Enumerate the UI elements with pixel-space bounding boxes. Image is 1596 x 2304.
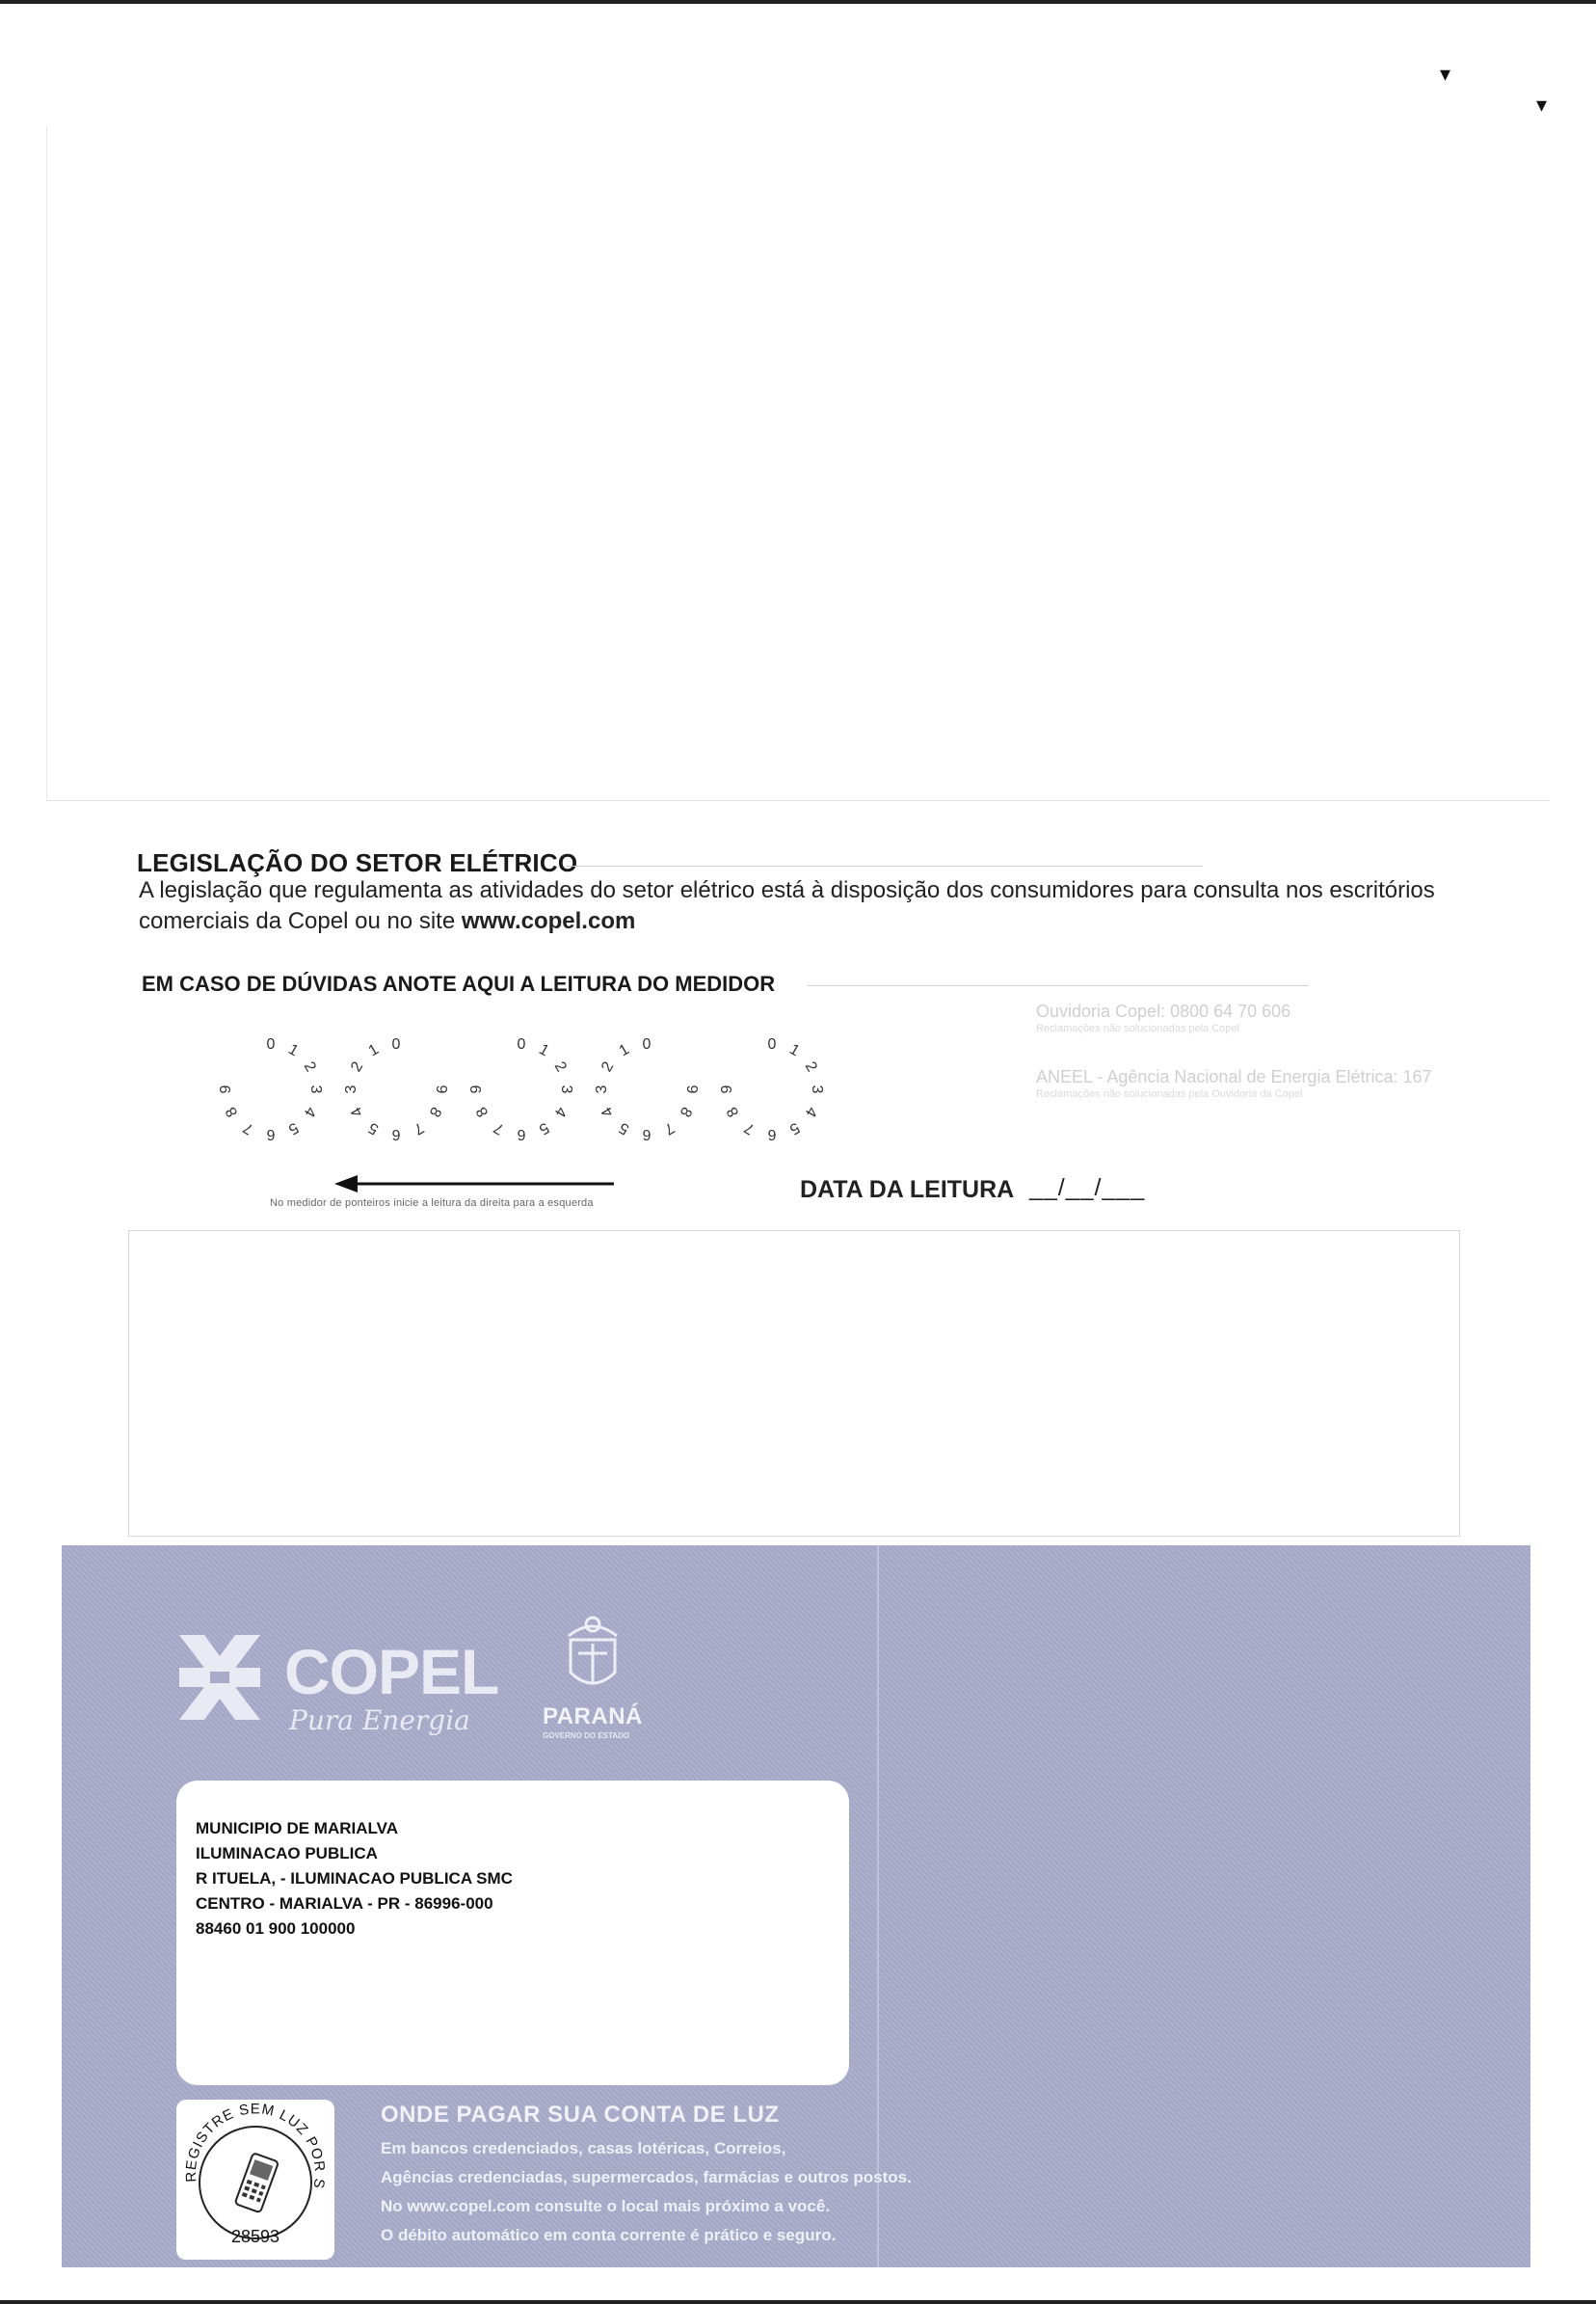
sms-phone-icon xyxy=(176,2100,334,2260)
dial-digit: 3 xyxy=(809,1085,825,1094)
aneel-info xyxy=(1036,1066,1489,1101)
ouvidoria-info xyxy=(1036,1001,1489,1035)
dial-digit: 0 xyxy=(391,1036,401,1053)
ouvidoria-note: Reclamações não solucionadas pela Copel xyxy=(1036,1023,1239,1034)
onde-pagar-title: ONDE PAGAR SUA CONTA DE LUZ xyxy=(381,2102,780,2128)
duvidas-title: EM CASO DE DÚVIDAS ANOTE AQUI A LEITURA DO MEDIDOR xyxy=(142,972,776,996)
dial-digit: 2 xyxy=(300,1058,319,1075)
address-line: MUNICIPIO DE MARIALVA xyxy=(196,1819,398,1837)
dial-digit: 4 xyxy=(550,1104,570,1120)
aneel-note: Reclamações não solucionadas pela Ouvidoria da Copel xyxy=(1036,1088,1303,1100)
address-line: R ITUELA, - ILUMINACAO PUBLICA SMC xyxy=(196,1869,513,1888)
data-leitura-field[interactable]: __/__/___ xyxy=(1029,1174,1146,1201)
dial-digit: 5 xyxy=(616,1118,632,1138)
dial-digit: 4 xyxy=(598,1104,618,1120)
dial-digit: 8 xyxy=(724,1104,743,1120)
dial-digit: 6 xyxy=(642,1126,652,1142)
dial-digit: 0 xyxy=(642,1036,652,1053)
dial-digit: 9 xyxy=(433,1085,449,1094)
dial-digit: 7 xyxy=(661,1118,678,1138)
onde-pagar-line: No www.copel.com consulte o local mais próximo a você. xyxy=(381,2197,831,2215)
dial-reading-caption: No medidor de ponteiros inicie a leitura da direita para a esquerda xyxy=(270,1197,594,1209)
dial-digit: 8 xyxy=(676,1104,695,1120)
dial-digit: 7 xyxy=(240,1118,256,1138)
copel-slogan: Pura Energia xyxy=(289,1704,470,1736)
bottom-border xyxy=(0,2300,1596,2304)
dial-digit: 7 xyxy=(491,1118,507,1138)
dial-digit: 2 xyxy=(348,1058,367,1075)
left-arrow-icon xyxy=(332,1172,622,1195)
address-line: 88460 01 900 100000 xyxy=(196,1919,356,1938)
svg-text:28593: 28593 xyxy=(230,2227,280,2246)
parana-crest-icon xyxy=(549,1607,636,1699)
sms-badge xyxy=(176,2100,334,2260)
duvidas-rule xyxy=(808,985,1309,986)
legislacao-text xyxy=(139,875,1440,937)
copel-brand: COPEL xyxy=(284,1636,499,1707)
dial-digit: 0 xyxy=(266,1036,276,1053)
dial-digit: 4 xyxy=(300,1104,319,1120)
dial-digit: 6 xyxy=(391,1126,401,1142)
envelope-fold-line xyxy=(877,1545,879,2267)
data-leitura-label: DATA DA LEITURA xyxy=(800,1176,1015,1203)
dial-digit: 5 xyxy=(536,1118,552,1138)
meter-dial xyxy=(218,1036,324,1142)
onde-pagar-line: Agências credenciadas, supermercados, farmácias e outros postos. xyxy=(381,2168,912,2186)
dial-digit: 5 xyxy=(786,1118,803,1138)
dial-digit: 1 xyxy=(616,1041,632,1060)
parana-subtitle: GOVERNO DO ESTADO xyxy=(543,1731,630,1740)
dial-digit: 4 xyxy=(801,1104,820,1120)
scan-speck: ▾ xyxy=(1440,62,1451,86)
dial-digit: 4 xyxy=(348,1104,367,1120)
dial-digit: 9 xyxy=(719,1085,735,1094)
top-border xyxy=(0,0,1596,4)
dial-digit: 2 xyxy=(801,1058,820,1075)
dial-digit: 9 xyxy=(683,1085,700,1094)
dial-digit: 0 xyxy=(767,1036,777,1053)
dial-digit: 7 xyxy=(411,1118,427,1138)
ouvidoria-phone: Ouvidoria Copel: 0800 64 70 606 xyxy=(1036,1002,1291,1021)
dial-digit: 7 xyxy=(741,1118,758,1138)
dial-digit: 0 xyxy=(517,1036,526,1053)
dial-digit: 1 xyxy=(786,1041,803,1060)
aneel-phone: ANEEL - Agência Nacional de Energia Elétrica: 167 xyxy=(1036,1067,1432,1086)
dial-digit: 3 xyxy=(307,1085,324,1094)
parana-name: PARANÁ xyxy=(543,1703,643,1729)
legislacao-rule xyxy=(567,866,1203,867)
legislacao-title: LEGISLAÇÃO DO SETOR ELÉTRICO xyxy=(137,848,578,877)
meter-dial xyxy=(343,1036,449,1142)
dial-digit: 3 xyxy=(594,1085,610,1094)
meter-dial xyxy=(594,1036,700,1142)
dial-digit: 5 xyxy=(285,1118,302,1138)
blank-upper-area xyxy=(46,125,1549,801)
dial-digit: 1 xyxy=(536,1041,552,1060)
dial-digit: 9 xyxy=(218,1085,234,1094)
dial-digit: 8 xyxy=(223,1104,242,1120)
copel-logo-icon xyxy=(172,1629,268,1726)
dial-digit: 3 xyxy=(558,1085,574,1094)
dial-digit: 2 xyxy=(598,1058,618,1075)
dial-digit: 1 xyxy=(365,1041,382,1060)
dial-digit: 5 xyxy=(365,1118,382,1138)
address-line: CENTRO - MARIALVA - PR - 86996-000 xyxy=(196,1894,493,1913)
onde-pagar-line: O débito automático em conta corrente é prático e seguro. xyxy=(381,2226,837,2244)
dial-digit: 6 xyxy=(767,1126,777,1142)
dial-digit: 1 xyxy=(285,1041,302,1060)
onde-pagar-line: Em bancos credenciados, casas lotéricas, Correios, xyxy=(381,2139,786,2157)
svg-text:REGISTRE SEM LUZ POR SMS: REGISTRE SEM LUZ POR S xyxy=(182,2101,329,2191)
dial-digit: 9 xyxy=(468,1085,485,1094)
dial-digit: 6 xyxy=(517,1126,526,1142)
dial-digit: 2 xyxy=(550,1058,570,1075)
dial-digit: 8 xyxy=(473,1104,492,1120)
notes-box xyxy=(128,1230,1460,1537)
dial-digit: 3 xyxy=(343,1085,359,1094)
meter-dial xyxy=(719,1036,825,1142)
meter-dial xyxy=(468,1036,574,1142)
copel-site-link[interactable]: www.copel.com xyxy=(461,908,636,934)
scan-speck: ▾ xyxy=(1536,93,1548,117)
dial-digit: 8 xyxy=(425,1104,444,1120)
legislacao-body: A legislação que regulamenta as atividades do setor elétrico está à disposição dos consumidores para consulta nos escritórios comerciais da Copel ou no site xyxy=(139,877,1435,934)
address-line: ILUMINACAO PUBLICA xyxy=(196,1844,378,1862)
meter-dials xyxy=(179,1033,825,1159)
dial-digit: 6 xyxy=(266,1126,276,1142)
